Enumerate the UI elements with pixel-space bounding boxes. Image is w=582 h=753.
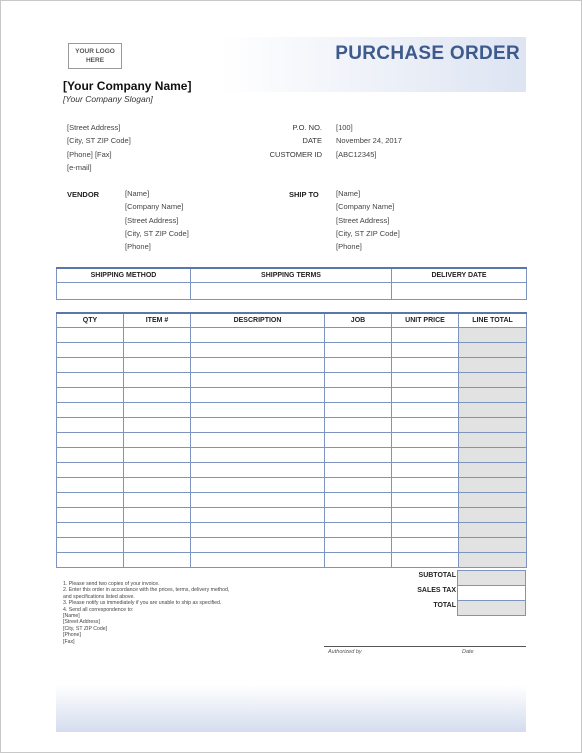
item-number-cell[interactable] <box>124 388 191 403</box>
description-cell[interactable] <box>191 553 325 568</box>
order-notes <box>63 581 229 645</box>
job-cell[interactable] <box>325 493 392 508</box>
table-row <box>57 448 527 463</box>
unit-price-cell[interactable] <box>392 373 459 388</box>
description-cell[interactable] <box>191 493 325 508</box>
delivery-date-cell[interactable] <box>392 283 527 300</box>
po-number-value: [100] <box>336 123 353 132</box>
job-cell[interactable] <box>325 388 392 403</box>
job-cell[interactable] <box>325 328 392 343</box>
qty-cell[interactable] <box>57 523 124 538</box>
logo-line-1: YOUR LOGO <box>75 48 115 55</box>
table-row <box>57 418 527 433</box>
item-number-cell[interactable] <box>124 403 191 418</box>
shipping-table <box>56 267 527 300</box>
date-label: DATE <box>302 136 322 146</box>
order-info-values <box>336 121 402 161</box>
description-cell[interactable] <box>191 433 325 448</box>
job-cell[interactable] <box>325 433 392 448</box>
line-total-cell <box>459 418 527 433</box>
item-number-cell[interactable] <box>124 493 191 508</box>
total-row <box>356 600 526 615</box>
sales-tax-row <box>356 585 526 600</box>
ship-to-label: SHIP TO <box>289 190 319 199</box>
line-total-cell <box>459 493 527 508</box>
job-cell[interactable] <box>325 523 392 538</box>
note-line: 4. Send all correspondence to: <box>63 606 134 613</box>
company-address <box>67 121 131 174</box>
unit-price-cell[interactable] <box>392 328 459 343</box>
vendor-label: VENDOR <box>67 190 100 199</box>
vendor-line: [Company Name] <box>125 202 184 212</box>
ship-to-line: [Company Name] <box>336 202 395 212</box>
table-row <box>57 553 527 568</box>
qty-cell[interactable] <box>57 388 124 403</box>
job-cell[interactable] <box>325 553 392 568</box>
description-cell[interactable] <box>191 523 325 538</box>
qty-header: QTY <box>57 313 124 328</box>
qty-cell[interactable] <box>57 433 124 448</box>
line-total-cell <box>459 388 527 403</box>
ship-to-line: [Name] <box>336 189 361 198</box>
shipping-header-row <box>57 268 527 283</box>
ship-to-line: [Phone] <box>336 242 362 252</box>
unit-price-cell[interactable] <box>392 538 459 553</box>
unit-price-cell[interactable] <box>392 463 459 478</box>
description-cell[interactable] <box>191 538 325 553</box>
item-number-cell[interactable] <box>124 538 191 553</box>
qty-cell[interactable] <box>57 493 124 508</box>
line-total-cell <box>459 523 527 538</box>
address-line: [City, ST ZIP Code] <box>67 136 131 146</box>
qty-cell[interactable] <box>57 538 124 553</box>
signature-line[interactable] <box>324 646 526 647</box>
table-row <box>57 493 527 508</box>
address-line: [Phone] [Fax] <box>67 149 112 159</box>
address-line: [e-mail] <box>67 162 92 172</box>
unit-price-cell[interactable] <box>392 523 459 538</box>
description-cell[interactable] <box>191 343 325 358</box>
line-total-cell <box>459 343 527 358</box>
line-total-cell <box>459 478 527 493</box>
company-slogan: [Your Company Slogan] <box>63 94 153 104</box>
table-row <box>57 373 527 388</box>
note-line: 2. Enter this order in accordance with the prices, terms, delivery method, <box>63 587 230 594</box>
description-cell[interactable] <box>191 403 325 418</box>
note-line: [Street Address] <box>63 619 100 626</box>
shipping-terms-cell[interactable] <box>191 283 392 300</box>
delivery-date-header: DELIVERY DATE <box>392 268 527 283</box>
qty-cell[interactable] <box>57 553 124 568</box>
line-total-cell <box>459 433 527 448</box>
vendor-line: [Street Address] <box>125 215 179 225</box>
unit-price-cell[interactable] <box>392 388 459 403</box>
unit-price-cell[interactable] <box>392 493 459 508</box>
job-cell[interactable] <box>325 373 392 388</box>
qty-cell[interactable] <box>57 448 124 463</box>
line-total-cell <box>459 508 527 523</box>
item-number-cell[interactable] <box>124 373 191 388</box>
item-number-cell[interactable] <box>124 358 191 373</box>
unit-price-cell[interactable] <box>392 358 459 373</box>
total-label: TOTAL <box>433 602 456 609</box>
line-total-cell <box>459 358 527 373</box>
line-total-cell <box>459 538 527 553</box>
table-row <box>57 433 527 448</box>
table-row <box>57 478 527 493</box>
item-number-cell[interactable] <box>124 418 191 433</box>
unit-price-header: UNIT PRICE <box>392 313 459 328</box>
item-number-cell[interactable] <box>124 478 191 493</box>
note-line: [Fax] <box>63 638 75 645</box>
shipping-terms-header: SHIPPING TERMS <box>191 268 392 283</box>
note-line: 1. Please send two copies of your invoice. <box>63 581 160 587</box>
unit-price-cell[interactable] <box>392 553 459 568</box>
vendor-details <box>125 187 189 253</box>
purchase-order-document <box>56 37 526 732</box>
total-value <box>457 600 526 616</box>
vendor-line: [City, ST ZIP Code] <box>125 228 189 238</box>
po-number-label: P.O. NO. <box>292 123 322 132</box>
note-line: 3. Please notify us immediately if you are unable to ship as specified. <box>63 600 222 607</box>
items-header-row <box>57 313 527 328</box>
item-number-cell[interactable] <box>124 463 191 478</box>
job-cell[interactable] <box>325 448 392 463</box>
unit-price-cell[interactable] <box>392 403 459 418</box>
description-cell[interactable] <box>191 463 325 478</box>
table-row <box>57 403 527 418</box>
logo-placeholder <box>68 43 122 69</box>
vendor-line: [Phone] <box>125 242 151 252</box>
table-row <box>57 358 527 373</box>
job-cell[interactable] <box>325 418 392 433</box>
subtotal-value <box>457 570 526 586</box>
table-row <box>57 508 527 523</box>
subtotal-label: SUBTOTAL <box>418 572 456 579</box>
job-cell[interactable] <box>325 508 392 523</box>
item-number-cell[interactable] <box>124 328 191 343</box>
note-line: and specifications listed above. <box>63 593 135 600</box>
unit-price-cell[interactable] <box>392 478 459 493</box>
table-row <box>57 538 527 553</box>
description-header: DESCRIPTION <box>191 313 325 328</box>
note-line: [City, ST ZIP Code] <box>63 625 108 632</box>
item-number-cell[interactable] <box>124 433 191 448</box>
line-total-header: LINE TOTAL <box>459 313 527 328</box>
qty-cell[interactable] <box>57 373 124 388</box>
description-cell[interactable] <box>191 388 325 403</box>
qty-cell[interactable] <box>57 358 124 373</box>
table-row <box>57 388 527 403</box>
qty-cell[interactable] <box>57 328 124 343</box>
ship-to-details <box>336 187 400 253</box>
line-total-cell <box>459 328 527 343</box>
description-cell[interactable] <box>191 358 325 373</box>
customer-id-label: CUSTOMER ID <box>269 149 322 159</box>
signature-date-label: Date <box>462 649 474 655</box>
note-line: [Name] <box>63 613 80 620</box>
date-value: November 24, 2017 <box>336 136 402 146</box>
authorized-by-label: Authorized by <box>328 649 362 655</box>
description-cell[interactable] <box>191 328 325 343</box>
ship-to-line: [City, ST ZIP Code] <box>336 228 400 238</box>
line-total-cell <box>459 373 527 388</box>
description-cell[interactable] <box>191 418 325 433</box>
address-line: [Street Address] <box>67 123 121 132</box>
table-row <box>57 463 527 478</box>
unit-price-cell[interactable] <box>392 343 459 358</box>
company-name: [Your Company Name] <box>63 79 192 93</box>
description-cell[interactable] <box>191 373 325 388</box>
job-cell[interactable] <box>325 343 392 358</box>
job-cell[interactable] <box>325 358 392 373</box>
job-cell[interactable] <box>325 463 392 478</box>
qty-cell[interactable] <box>57 508 124 523</box>
unit-price-cell[interactable] <box>392 448 459 463</box>
line-total-cell <box>459 553 527 568</box>
line-items-table <box>56 312 527 568</box>
item-number-cell[interactable] <box>124 448 191 463</box>
sales-tax-value[interactable] <box>457 585 526 601</box>
qty-cell[interactable] <box>57 343 124 358</box>
order-info-labels <box>252 121 322 161</box>
description-cell[interactable] <box>191 508 325 523</box>
job-cell[interactable] <box>325 478 392 493</box>
description-cell[interactable] <box>191 448 325 463</box>
shipping-method-header: SHIPPING METHOD <box>57 268 191 283</box>
table-row <box>57 343 527 358</box>
qty-cell[interactable] <box>57 403 124 418</box>
footer-band <box>56 685 526 732</box>
description-cell[interactable] <box>191 478 325 493</box>
unit-price-cell[interactable] <box>392 433 459 448</box>
item-number-cell[interactable] <box>124 553 191 568</box>
sales-tax-label: SALES TAX <box>417 587 456 594</box>
note-line: [Phone] <box>63 632 81 639</box>
unit-price-cell[interactable] <box>392 418 459 433</box>
qty-cell[interactable] <box>57 463 124 478</box>
shipping-value-row <box>57 283 527 300</box>
job-cell[interactable] <box>325 403 392 418</box>
unit-price-cell[interactable] <box>392 508 459 523</box>
item-number-cell[interactable] <box>124 508 191 523</box>
shipping-method-cell[interactable] <box>57 283 191 300</box>
job-header: JOB <box>325 313 392 328</box>
qty-cell[interactable] <box>57 478 124 493</box>
customer-id-value: [ABC12345] <box>336 149 377 159</box>
line-total-cell <box>459 403 527 418</box>
document-title: PURCHASE ORDER <box>335 43 520 64</box>
item-number-cell[interactable] <box>124 523 191 538</box>
item-number-header: ITEM # <box>124 313 191 328</box>
job-cell[interactable] <box>325 538 392 553</box>
table-row <box>57 328 527 343</box>
line-total-cell <box>459 463 527 478</box>
line-total-cell <box>459 448 527 463</box>
table-row <box>57 523 527 538</box>
subtotal-row <box>356 570 526 585</box>
logo-line-2: HERE <box>85 56 105 64</box>
item-number-cell[interactable] <box>124 343 191 358</box>
qty-cell[interactable] <box>57 418 124 433</box>
ship-to-line: [Street Address] <box>336 215 390 225</box>
vendor-line: [Name] <box>125 189 150 198</box>
